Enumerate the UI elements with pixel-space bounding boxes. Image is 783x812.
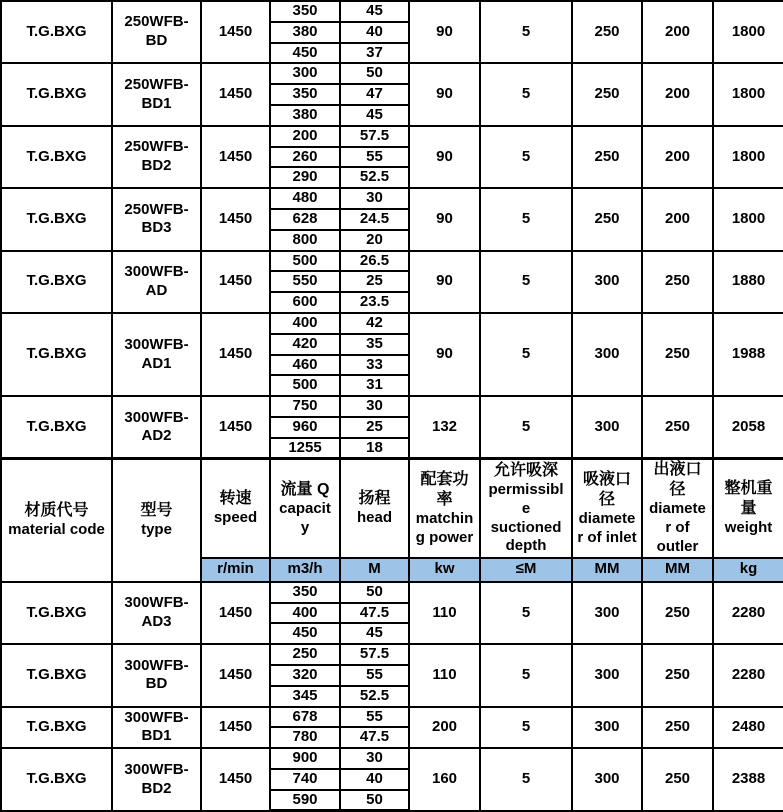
header-material: [1, 459, 112, 582]
capacity-cell: 480: [270, 188, 340, 209]
type-cell: 300WFB-BD2: [112, 748, 201, 811]
power-cell: 110: [409, 644, 480, 706]
header-inlet: [572, 459, 642, 558]
header-inlet-zh: 吸液口径: [582, 470, 631, 508]
head-cell: 33: [340, 355, 409, 376]
inlet-cell: 250: [572, 1, 642, 63]
table-row: [1, 644, 783, 665]
header-speed-en: speed: [213, 509, 258, 527]
header-type: [112, 459, 201, 582]
head-cell: 40: [340, 769, 409, 790]
capacity-cell: 450: [270, 43, 340, 64]
inlet-cell: 250: [572, 126, 642, 188]
depth-cell: 5: [480, 63, 572, 125]
head-cell: 26.5: [340, 251, 409, 272]
unit-weight: kg: [713, 558, 783, 582]
table-row: [1, 188, 783, 209]
header-capacity-en: capacity: [279, 499, 331, 536]
material-code-cell: T.G.BXG: [1, 644, 112, 706]
weight-cell: 1800: [713, 188, 783, 250]
depth-cell: 5: [480, 644, 572, 706]
inlet-cell: 300: [572, 251, 642, 313]
head-cell: 18: [340, 438, 409, 459]
table-row: [1, 748, 783, 769]
depth-cell: 5: [480, 707, 572, 749]
capacity-cell: 500: [270, 251, 340, 272]
outlet-cell: 200: [642, 1, 713, 63]
header-depth: [480, 459, 572, 558]
power-cell: 200: [409, 707, 480, 749]
head-cell: 52.5: [340, 686, 409, 707]
speed-cell: 1450: [201, 582, 270, 644]
inlet-cell: 300: [572, 748, 642, 811]
type-cell: 300WFB-AD3: [112, 582, 201, 644]
header-head-zh: 扬程: [358, 490, 391, 508]
unit-speed: r/min: [201, 558, 270, 582]
type-cell: 250WFB-BD3: [112, 188, 201, 250]
head-cell: 30: [340, 396, 409, 417]
power-cell: 90: [409, 1, 480, 63]
type-cell: 300WFB-AD2: [112, 396, 201, 459]
header-outlet-zh: 出液口径: [653, 461, 702, 499]
speed-cell: 1450: [201, 396, 270, 459]
head-cell: 20: [340, 230, 409, 251]
depth-cell: 5: [480, 748, 572, 811]
outlet-cell: 250: [642, 582, 713, 644]
power-cell: 90: [409, 126, 480, 188]
material-code-cell: T.G.BXG: [1, 313, 112, 396]
unit-power: kw: [409, 558, 480, 582]
capacity-cell: 350: [270, 1, 340, 22]
speed-cell: 1450: [201, 748, 270, 811]
header-inlet-en: diameter of inlet: [577, 509, 637, 546]
table-row: [1, 1, 783, 22]
inlet-cell: 300: [572, 582, 642, 644]
capacity-cell: 550: [270, 271, 340, 292]
head-cell: 55: [340, 665, 409, 686]
capacity-cell: 800: [270, 230, 340, 251]
header-material-en: material code: [8, 521, 105, 539]
material-code-cell: T.G.BXG: [1, 251, 112, 313]
power-cell: 90: [409, 63, 480, 125]
head-cell: 47: [340, 84, 409, 105]
type-cell: 300WFB-AD1: [112, 313, 201, 396]
depth-cell: 5: [480, 251, 572, 313]
material-code-cell: T.G.BXG: [1, 582, 112, 644]
depth-cell: 5: [480, 582, 572, 644]
head-cell: 45: [340, 623, 409, 644]
table-row: [1, 313, 783, 334]
capacity-cell: 260: [270, 147, 340, 168]
type-cell: 300WFB-AD: [112, 251, 201, 313]
weight-cell: 1800: [713, 1, 783, 63]
material-code-cell: T.G.BXG: [1, 63, 112, 125]
weight-cell: 2480: [713, 707, 783, 749]
head-cell: 31: [340, 375, 409, 396]
type-cell: 250WFB-BD2: [112, 126, 201, 188]
table-header-row: [1, 459, 783, 558]
header-weight-zh: 整机重量: [724, 480, 773, 518]
head-cell: 55: [340, 707, 409, 728]
outlet-cell: 250: [642, 313, 713, 396]
header-material-zh: 材质代号: [24, 502, 89, 520]
header-capacity: [270, 459, 340, 558]
capacity-cell: 290: [270, 167, 340, 188]
capacity-cell: 400: [270, 313, 340, 334]
outlet-cell: 200: [642, 126, 713, 188]
capacity-cell: 345: [270, 686, 340, 707]
header-type-zh: 型号: [140, 502, 173, 520]
inlet-cell: 300: [572, 707, 642, 749]
speed-cell: 1450: [201, 63, 270, 125]
head-cell: 42: [340, 313, 409, 334]
header-depth-en: permissible suctioned depth: [488, 481, 564, 555]
head-cell: 47.5: [340, 603, 409, 624]
table-row: [1, 707, 783, 728]
type-cell: 300WFB-BD1: [112, 707, 201, 749]
speed-cell: 1450: [201, 313, 270, 396]
speed-cell: 1450: [201, 644, 270, 706]
capacity-cell: 350: [270, 84, 340, 105]
depth-cell: 5: [480, 1, 572, 63]
speed-cell: 1450: [201, 126, 270, 188]
capacity-cell: 460: [270, 355, 340, 376]
outlet-cell: 250: [642, 707, 713, 749]
power-cell: 160: [409, 748, 480, 811]
inlet-cell: 250: [572, 63, 642, 125]
material-code-cell: T.G.BXG: [1, 1, 112, 63]
head-cell: 37: [340, 43, 409, 64]
head-cell: 57.5: [340, 126, 409, 147]
weight-cell: 1800: [713, 63, 783, 125]
header-power-en: matching power: [415, 509, 474, 546]
head-cell: 23.5: [340, 292, 409, 313]
type-cell: 250WFB-BD1: [112, 63, 201, 125]
outlet-cell: 250: [642, 644, 713, 706]
weight-cell: 2280: [713, 582, 783, 644]
inlet-cell: 250: [572, 188, 642, 250]
header-type-en: type: [141, 521, 172, 539]
type-cell: 300WFB-BD: [112, 644, 201, 706]
capacity-cell: 600: [270, 292, 340, 313]
power-cell: 90: [409, 313, 480, 396]
header-outlet-en: diameter of outler: [649, 500, 706, 555]
unit-outlet: MM: [642, 558, 713, 582]
weight-cell: 1880: [713, 251, 783, 313]
head-cell: 25: [340, 417, 409, 438]
head-cell: 50: [340, 582, 409, 603]
capacity-cell: 628: [270, 209, 340, 230]
header-power: [409, 459, 480, 558]
material-code-cell: T.G.BXG: [1, 188, 112, 250]
weight-cell: 2388: [713, 748, 783, 811]
weight-cell: 1988: [713, 313, 783, 396]
depth-cell: 5: [480, 396, 572, 459]
speed-cell: 1450: [201, 251, 270, 313]
material-code-cell: T.G.BXG: [1, 707, 112, 749]
outlet-cell: 200: [642, 188, 713, 250]
head-cell: 45: [340, 1, 409, 22]
outlet-cell: 250: [642, 396, 713, 459]
outlet-cell: 250: [642, 748, 713, 811]
unit-inlet: MM: [572, 558, 642, 582]
depth-cell: 5: [480, 313, 572, 396]
speed-cell: 1450: [201, 188, 270, 250]
capacity-cell: 678: [270, 707, 340, 728]
capacity-cell: 450: [270, 623, 340, 644]
power-cell: 110: [409, 582, 480, 644]
capacity-cell: 740: [270, 769, 340, 790]
head-cell: 30: [340, 188, 409, 209]
head-cell: 52.5: [340, 167, 409, 188]
head-cell: 47.5: [340, 727, 409, 748]
type-cell: 250WFB-BD: [112, 1, 201, 63]
power-cell: 90: [409, 188, 480, 250]
material-code-cell: T.G.BXG: [1, 396, 112, 459]
capacity-cell: 500: [270, 375, 340, 396]
weight-cell: 1800: [713, 126, 783, 188]
capacity-cell: 380: [270, 105, 340, 126]
head-cell: 50: [340, 790, 409, 811]
head-cell: 45: [340, 105, 409, 126]
table-row: [1, 396, 783, 417]
capacity-cell: 750: [270, 396, 340, 417]
capacity-cell: 300: [270, 63, 340, 84]
head-cell: 35: [340, 334, 409, 355]
head-cell: 24.5: [340, 209, 409, 230]
header-head: [340, 459, 409, 558]
head-cell: 55: [340, 147, 409, 168]
capacity-cell: 1255: [270, 438, 340, 459]
capacity-cell: 960: [270, 417, 340, 438]
speed-cell: 1450: [201, 1, 270, 63]
table-row: [1, 582, 783, 603]
header-capacity-zh: 流量 Q: [280, 480, 330, 498]
unit-head: M: [340, 558, 409, 582]
inlet-cell: 300: [572, 396, 642, 459]
capacity-cell: 400: [270, 603, 340, 624]
header-weight: [713, 459, 783, 558]
depth-cell: 5: [480, 126, 572, 188]
head-cell: 57.5: [340, 644, 409, 665]
table-row: [1, 63, 783, 84]
weight-cell: 2058: [713, 396, 783, 459]
capacity-cell: 900: [270, 748, 340, 769]
header-head-en: head: [356, 509, 392, 527]
weight-cell: 2280: [713, 644, 783, 706]
capacity-cell: 380: [270, 22, 340, 43]
capacity-cell: 780: [270, 727, 340, 748]
capacity-cell: 420: [270, 334, 340, 355]
depth-cell: 5: [480, 188, 572, 250]
head-cell: 30: [340, 748, 409, 769]
head-cell: 50: [340, 63, 409, 84]
capacity-cell: 590: [270, 790, 340, 811]
inlet-cell: 300: [572, 644, 642, 706]
head-cell: 25: [340, 271, 409, 292]
table-row: [1, 126, 783, 147]
header-depth-zh: 允许吸深: [493, 462, 558, 480]
capacity-cell: 350: [270, 582, 340, 603]
header-outlet: [642, 459, 713, 558]
header-speed: [201, 459, 270, 558]
outlet-cell: 250: [642, 251, 713, 313]
head-cell: 40: [340, 22, 409, 43]
unit-depth: ≤M: [480, 558, 572, 582]
header-weight-en: weight: [724, 519, 773, 537]
outlet-cell: 200: [642, 63, 713, 125]
speed-cell: 1450: [201, 707, 270, 749]
material-code-cell: T.G.BXG: [1, 126, 112, 188]
inlet-cell: 300: [572, 313, 642, 396]
capacity-cell: 250: [270, 644, 340, 665]
table-row: [1, 251, 783, 272]
unit-capacity: m3/h: [270, 558, 340, 582]
power-cell: 90: [409, 251, 480, 313]
capacity-cell: 320: [270, 665, 340, 686]
material-code-cell: T.G.BXG: [1, 748, 112, 811]
header-speed-zh: 转速: [219, 490, 252, 508]
capacity-cell: 200: [270, 126, 340, 147]
header-power-zh: 配套功率: [420, 470, 469, 508]
power-cell: 132: [409, 396, 480, 459]
